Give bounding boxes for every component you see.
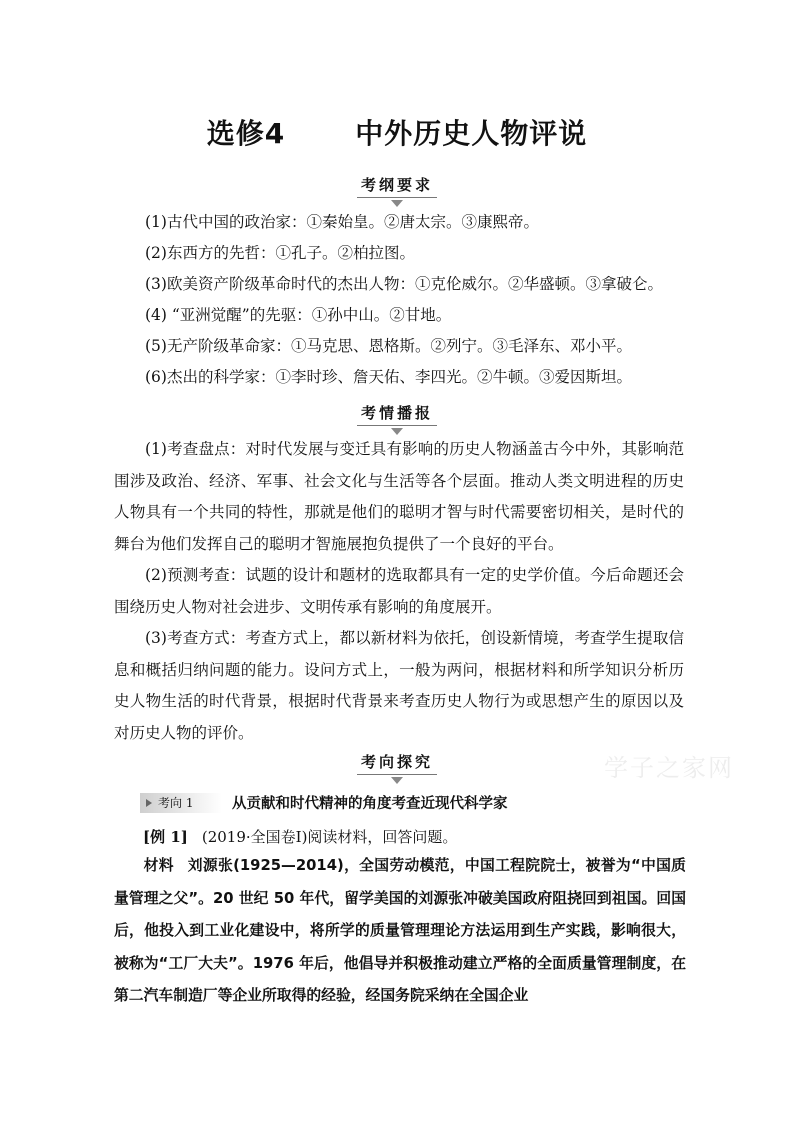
triangle-down-icon — [391, 777, 403, 784]
course-title: 中外历史人物评说 — [355, 117, 588, 150]
example-line — [143, 822, 703, 852]
section-situation-header — [0, 402, 794, 429]
section-requirements-header — [0, 174, 794, 201]
section-situation-label: 考情播报 — [360, 404, 433, 422]
section-requirements-label: 考纲要求 — [360, 176, 433, 194]
direction-heading: 从贡献和时代精神的角度考查近现代科学家 — [232, 796, 508, 812]
list-item: (2)东西方的先哲：①孔子。②柏拉图。 — [145, 244, 415, 262]
list-item: (4) “亚洲觉醒”的先驱：①孙中山。②甘地。 — [145, 306, 452, 324]
situation-paragraph-3: (3)考查方式：考查方式上，都以新材料为依托，创设新情境，考查学生提取信息和概括归纳问题的能力。设问方式上，一般为两问，根据材料和所学知识分析历史人物生活的时代背景，根据时代背景来考查历史人物行为或思想产生的原因以及对历史人物的评价。 — [114, 629, 684, 742]
example-text: (2019·全国卷Ⅰ)阅读材料，回答问题。 — [201, 828, 458, 846]
material-label: 材料 — [143, 857, 174, 874]
material-text: 刘源张(1925—2014)，全国劳动模范，中国工程院院士，被誉为“中国质量管理之父”。20 世纪 50 年代，留学美国的刘源张冲破美国政府阻挠回到祖国。回国后，他投入到工业化建设中，将所学的质量管理理论方法运用到生产实践，影响很大，被称为“工厂大夫”。1976 年后，他倡导并积极推动建立严格的全面质量管理制度，在第二汽车制造厂等企业所取得的经验，经国务院采纳在全国企业 — [114, 857, 686, 1004]
requirements-list — [145, 207, 705, 393]
material-paragraph — [114, 850, 686, 1013]
course-name: 选修4 — [206, 117, 286, 150]
watermark: 学子之家网 — [604, 754, 734, 782]
situation-paragraph-1: (1)考查盘点：对时代发展与变迁具有影响的历史人物涵盖古今中外，其影响范围涉及政治、经济、军事、社会文化与生活等各个层面。推动人类文明进程的历史人物具有一个共同的特性，那就是他们的聪明才智与时代需要密切相关，是时代的舞台为他们发挥自己的聪明才智施展抱负提供了一个良好的平台。 — [114, 440, 684, 553]
triangle-down-icon — [391, 200, 403, 207]
direction-tag — [140, 793, 222, 813]
list-item: (6)杰出的科学家：①李时珍、詹天佑、李四光。②牛顿。③爱因斯坦。 — [145, 368, 632, 386]
list-item: (5)无产阶级革命家：①马克思、恩格斯。②列宁。③毛泽东、邓小平。 — [145, 337, 632, 355]
arrow-right-icon — [146, 799, 152, 807]
example-label: [例 1] — [143, 828, 188, 846]
page-title — [0, 112, 794, 152]
list-item: (3)欧美资产阶级革命时代的杰出人物：①克伦威尔。②华盛顿。③拿破仑。 — [145, 275, 663, 293]
direction-tag-label: 考向 1 — [158, 795, 194, 810]
situation-paragraph-2: (2)预测考查：试题的设计和题材的选取都具有一定的史学价值。今后命题还会围绕历史人物对社会进步、文明传承有影响的角度展开。 — [114, 566, 684, 616]
list-item: (1)古代中国的政治家：①秦始皇。②唐太宗。③康熙帝。 — [145, 213, 539, 231]
section-exploration-label: 考向探究 — [360, 753, 433, 771]
direction-row — [140, 792, 700, 814]
